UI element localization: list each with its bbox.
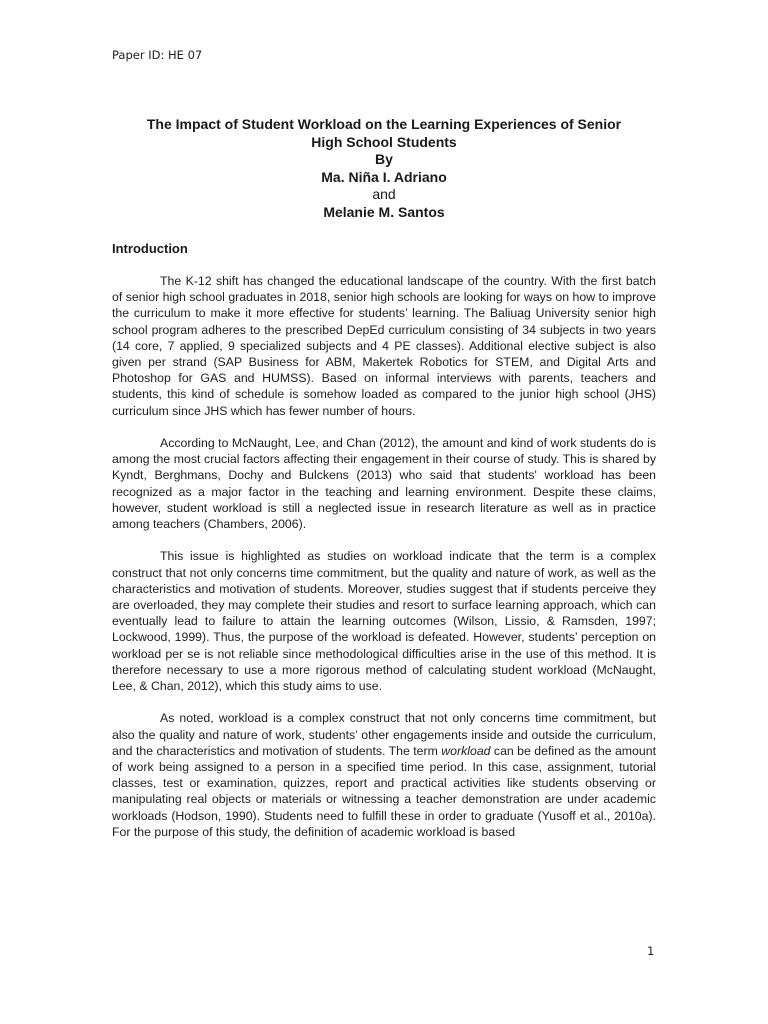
paragraph-4 [112, 710, 656, 840]
paragraph-3: This issue is highlighted as studies on workload indicate that the term is a complex construct that not only concerns time commitment, but the quality and nature of work, as well as the characteristics and motivation of students. Moreover, studies suggest that if students perceive they are overloaded, they may complete their studies and resort to surface learning approach, which can eventually lead to failure to attain the learning outcomes (Wilson, Lissio, & Ramsden, 1997; Lockwood, 1999). Thus, the purpose of the workload is defeated. However, students’ perception on workload per se is not reliable since methodological difficulties arise in the use of this method. It is therefore necessary to use a more rigorous method of calculating student workload (McNaught, Lee, & Chan, 2012), which this study aims to use. [112, 549, 656, 694]
section-heading-introduction: Introduction [112, 241, 188, 256]
author-2: Melanie M. Santos [323, 203, 445, 220]
page-number: 1 [647, 944, 655, 958]
workload-term: workload [441, 743, 491, 758]
by-label: By [375, 151, 393, 167]
paragraph-4-part-a: As noted, workload is a complex construct that not only concerns time commitment, but also the quality and nature of work, students’ other engagements inside and outside the curriculum, and the characteristics and motivation of students. The term [112, 711, 656, 758]
body-text [112, 273, 656, 856]
paragraph-4-part-b: can be defined as the amount of work being assigned to a person in a specified time period. In this case, assignment, tutorial classes, test or examination, quizzes, report and practical activities like students observing or manipulating real objects or materials or witnessing a teacher demonstration are under academic workloads (Hodson, 1990). Students need to fulfill these in order to graduate (Yusoff et al., 2010a). For the purpose of this study, the definition of academic workload is based [112, 743, 656, 839]
author-1: Ma. Niña I. Adriano [321, 168, 447, 185]
paper-id: Paper ID: HE 07 [112, 48, 203, 62]
paragraph-1: The K-12 shift has changed the educational landscape of the country. With the first batch of senior high school graduates in 2018, senior high schools are looking for ways on how to improve the curriculum to make it more effective for students’ learning. The Baliuag University senior high school program adheres to the prescribed DepEd curriculum consisting of 34 subjects in two years (14 core, 7 applied, 9 specialized subjects and 4 PE classes). Additional elective subject is also given per strand (SAP Business for ABM, Makertek Robotics for STEM, and Digital Arts and Photoshop for GAS and HUMSS). Based on informal interviews with parents, teachers and students, this kind of schedule is somehow loaded as compared to the junior high school (JHS) curriculum since JHS which has fewer number of hours. [112, 274, 656, 418]
paper-title-line-2: High School Students [311, 133, 457, 150]
paragraph-2: According to McNaught, Lee, and Chan (2012), the amount and kind of work students do is among the most crucial factors affecting their engagement in their course of study. This is shared by Kyndt, Berghmans, Dochy and Bulckens (2013) who said that students' workload has been recognized as a major factor in the teaching and learning environment. Despite these claims, however, student workload is still a neglected issue in research literature as well as in practice among teachers (Chambers, 2006). [112, 436, 656, 532]
title-block [112, 116, 656, 221]
paper-title-line-1: The Impact of Student Workload on the Learning Experiences of Senior [146, 116, 622, 132]
and-label: and [372, 186, 396, 202]
